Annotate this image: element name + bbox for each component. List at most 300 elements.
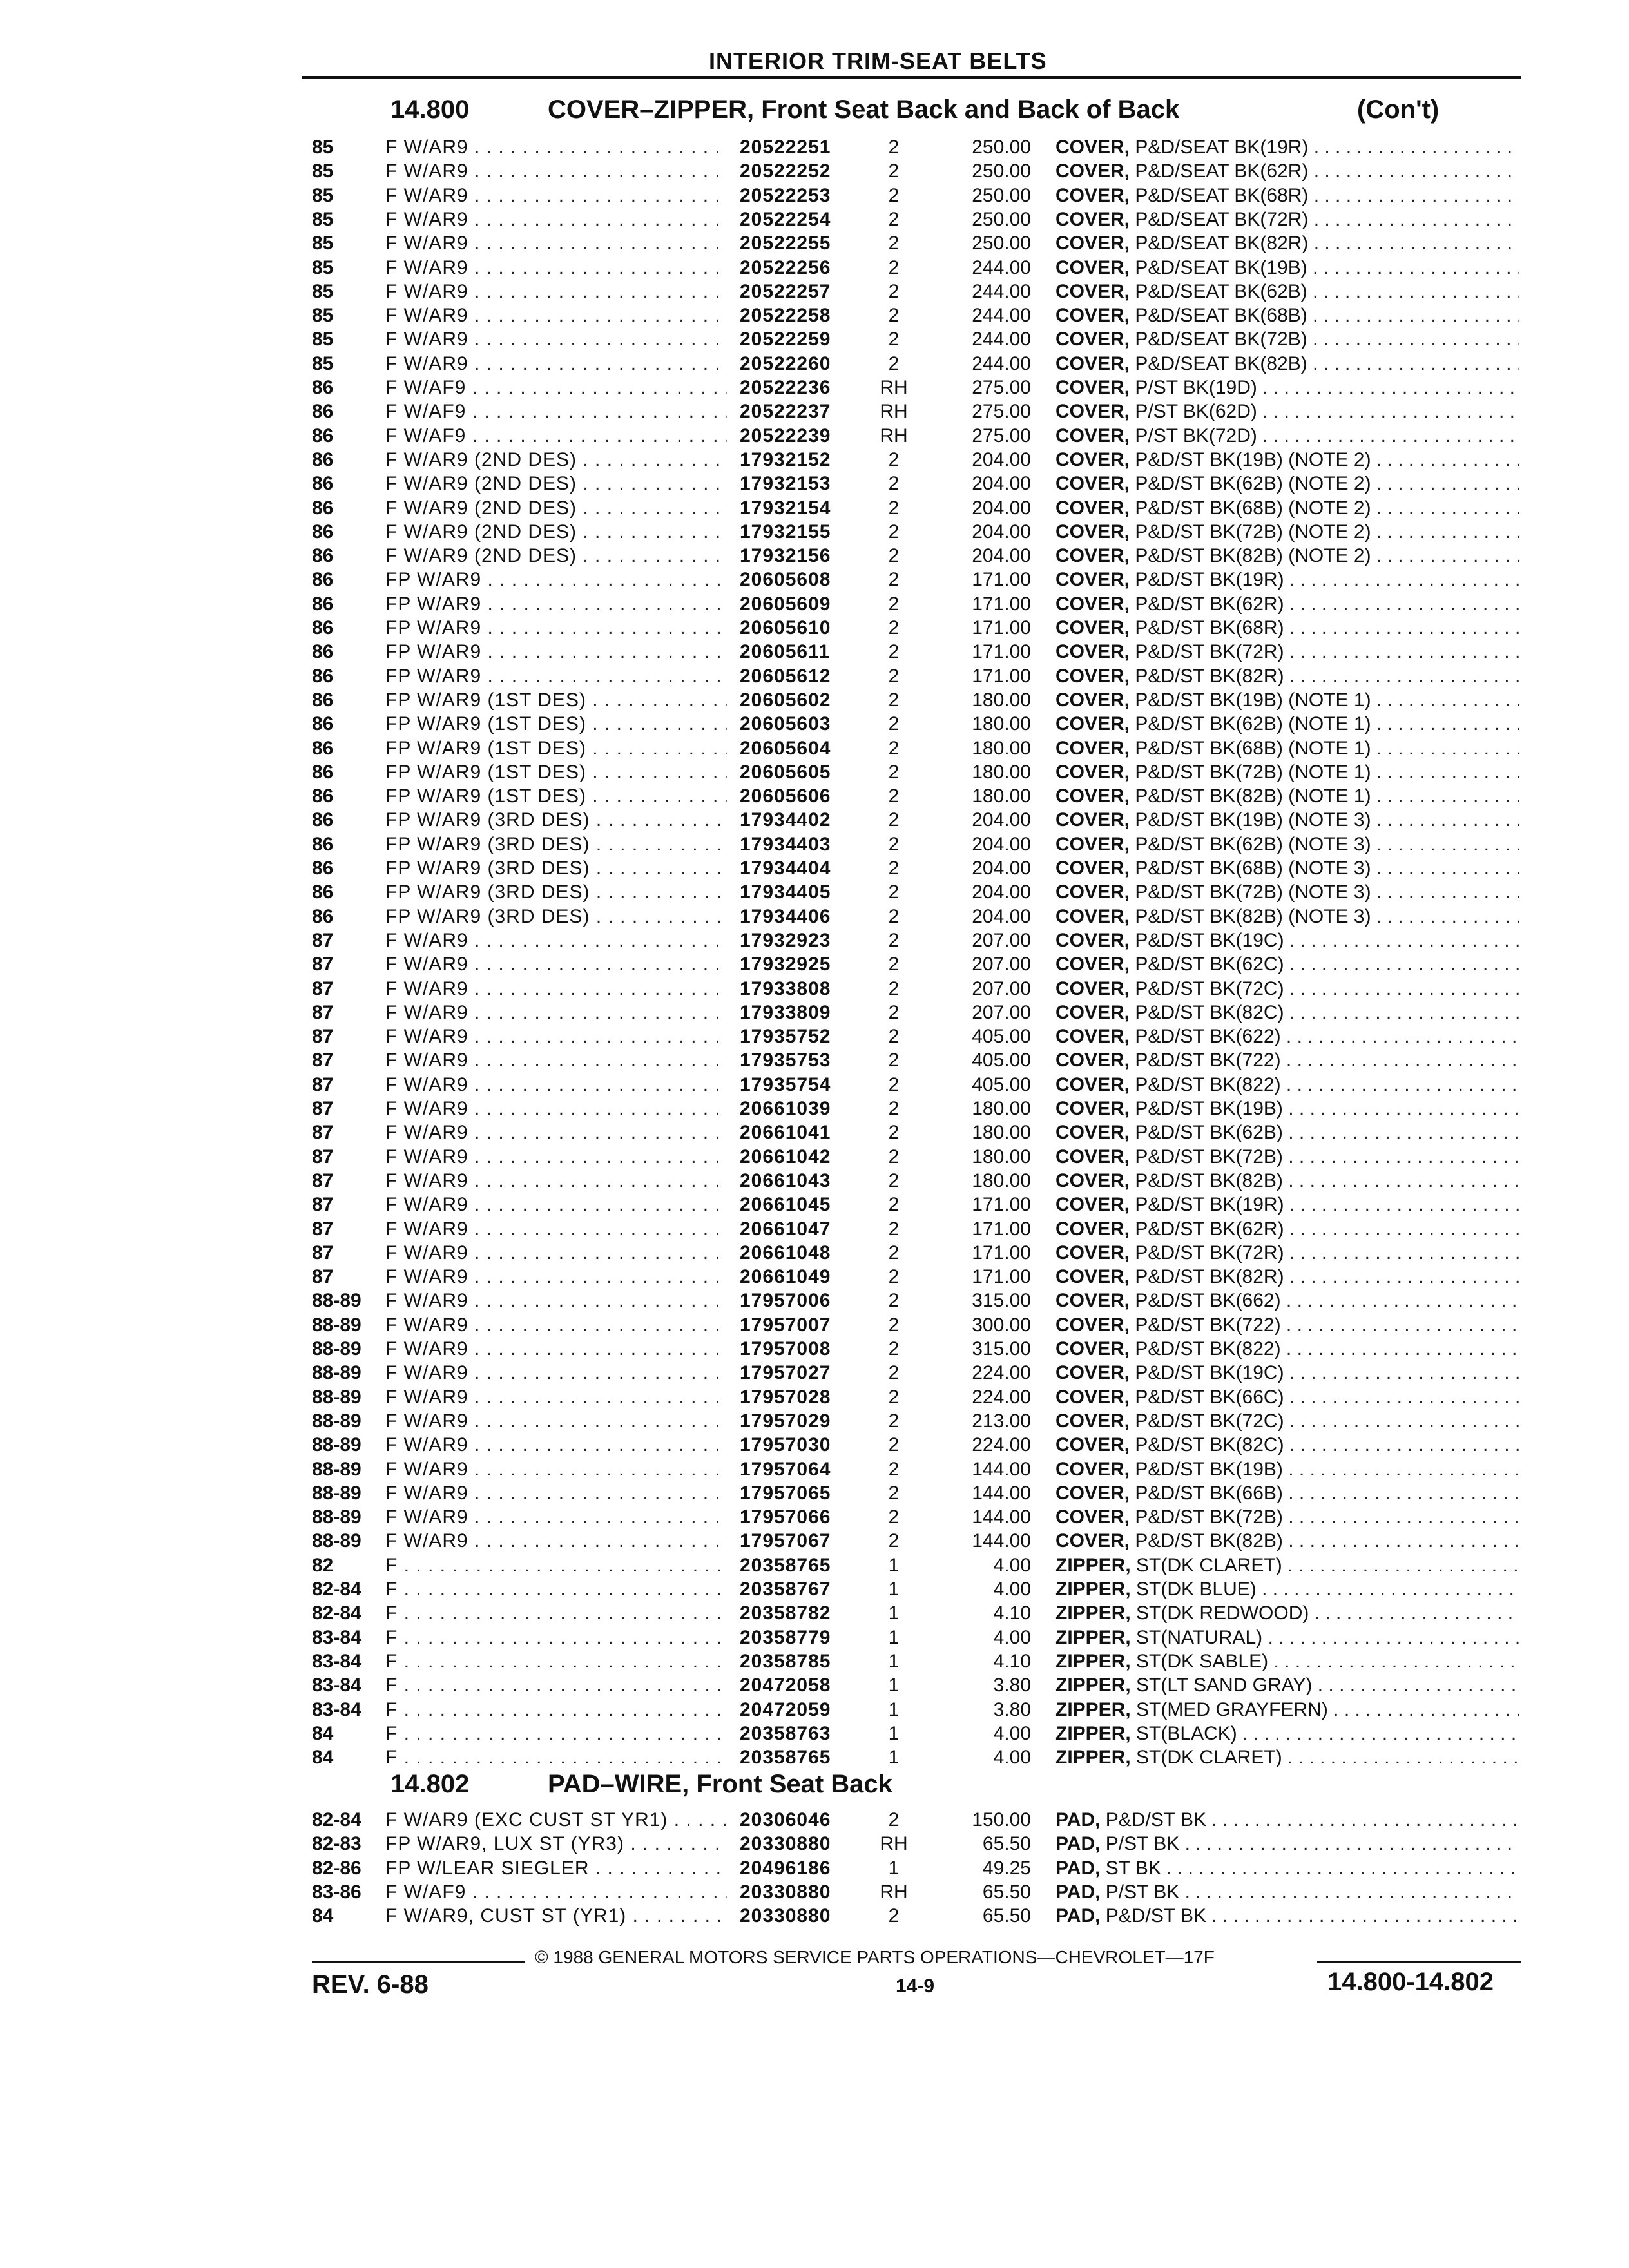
- part-number: 20661042: [740, 1146, 831, 1168]
- price: 204.00: [972, 905, 1031, 927]
- description: [1055, 1073, 1519, 1097]
- table-row: [0, 1409, 1629, 1433]
- application: F W/AR9 . . .: [385, 327, 727, 351]
- application: F W/AR9 . . .: [385, 928, 727, 952]
- table-row: [0, 1745, 1629, 1769]
- page-title: INTERIOR TRIM-SEAT BELTS: [709, 48, 1047, 74]
- description-text: P&D/ST BK(82B): [1135, 1169, 1283, 1191]
- application: F W/AR9 . . .: [385, 1241, 727, 1265]
- description-text: P&D/SEAT BK(68R): [1135, 184, 1309, 206]
- table-row: [0, 640, 1629, 664]
- description: [1055, 1904, 1519, 1928]
- description-text: P&D/ST BK(62B) (NOTE 2): [1135, 473, 1371, 495]
- model-year: 87: [312, 1194, 334, 1216]
- part-number: 20358763: [740, 1722, 831, 1744]
- model-year: 83-84: [312, 1650, 361, 1672]
- description: [1055, 1361, 1519, 1385]
- description-keyword: COVER,: [1055, 689, 1130, 711]
- application: F W/AR9 . . .: [385, 207, 727, 231]
- description: [1055, 1289, 1519, 1312]
- price: 49.25: [982, 1857, 1031, 1879]
- quantity: RH: [880, 1833, 908, 1855]
- model-year: 88-89: [312, 1506, 361, 1528]
- description-text: P&D/ST BK(19B) (NOTE 2): [1135, 448, 1371, 470]
- part-number: 20605608: [740, 569, 831, 591]
- part-number: 17935754: [740, 1073, 831, 1095]
- description-keyword: COVER,: [1055, 1338, 1130, 1360]
- table-row: [0, 712, 1629, 736]
- table-row: [0, 448, 1629, 472]
- part-number: 20358782: [740, 1602, 831, 1624]
- model-year: 88-89: [312, 1482, 361, 1504]
- table-row: [0, 184, 1629, 207]
- price: 3.80: [993, 1675, 1031, 1696]
- description: [1055, 640, 1519, 664]
- description-keyword: ZIPPER,: [1055, 1626, 1131, 1648]
- part-number: 17957008: [740, 1338, 831, 1360]
- application: F W/AR9 . . .: [385, 159, 727, 183]
- description-text: P&D/ST BK(622): [1135, 1026, 1281, 1048]
- part-number: 20358785: [740, 1650, 831, 1672]
- description-keyword: COVER,: [1055, 1218, 1130, 1240]
- application: FP W/AR9 (3RD DES) . . .: [385, 808, 727, 832]
- application: F . . .: [385, 1649, 727, 1673]
- description-text: ST(DK SABLE): [1136, 1650, 1269, 1672]
- table-row: [0, 207, 1629, 231]
- description-keyword: PAD,: [1055, 1905, 1101, 1927]
- price: 300.00: [972, 1314, 1031, 1336]
- section-continued: (Con't): [1357, 95, 1440, 124]
- description: [1055, 1808, 1519, 1832]
- part-number: 20605606: [740, 785, 831, 807]
- table-row: [0, 1097, 1629, 1120]
- quantity: 2: [888, 737, 900, 759]
- quantity: 2: [888, 256, 900, 278]
- application: F W/AR9 . . .: [385, 1048, 727, 1072]
- part-number: 20472058: [740, 1675, 831, 1696]
- part-number: 20496186: [740, 1857, 831, 1879]
- price: 244.00: [972, 256, 1031, 278]
- description: [1055, 184, 1519, 207]
- description: [1055, 1601, 1519, 1625]
- part-number: 20605604: [740, 737, 831, 759]
- price: 250.00: [972, 233, 1031, 255]
- model-year: 84: [312, 1722, 334, 1744]
- description-text: P&D/ST BK(19B) (NOTE 1): [1135, 689, 1371, 711]
- price: 204.00: [972, 809, 1031, 831]
- description-text: P&D/ST BK: [1105, 1905, 1206, 1927]
- footer-revision: REV. 6-88: [312, 1970, 429, 1999]
- application: F W/AR9 . . .: [385, 256, 727, 280]
- quantity: 2: [888, 160, 900, 182]
- description-text: P&D/SEAT BK(19B): [1135, 256, 1307, 278]
- part-number: 20306046: [740, 1809, 831, 1831]
- quantity: 2: [888, 785, 900, 807]
- description: [1055, 1553, 1519, 1577]
- part-number: 20330880: [740, 1833, 831, 1855]
- description-text: P&D/ST BK(662): [1135, 1290, 1281, 1312]
- quantity: 2: [888, 641, 900, 663]
- quantity: 2: [888, 858, 900, 879]
- quantity: 2: [888, 497, 900, 519]
- model-year: 87: [312, 1098, 334, 1119]
- application: F W/AF9 . . .: [385, 376, 727, 399]
- model-year: 86: [312, 641, 334, 663]
- description-keyword: COVER,: [1055, 1073, 1130, 1095]
- model-year: 82-84: [312, 1602, 361, 1624]
- description: [1055, 1626, 1519, 1649]
- part-number: 17935753: [740, 1050, 831, 1072]
- table-row: [0, 1193, 1629, 1216]
- part-number: 17933808: [740, 977, 831, 999]
- model-year: 85: [312, 137, 334, 158]
- description-keyword: COVER,: [1055, 977, 1130, 999]
- model-year: 85: [312, 208, 334, 230]
- model-year: 86: [312, 545, 334, 567]
- table-row: [0, 977, 1629, 1001]
- description: [1055, 1745, 1519, 1769]
- description: [1055, 616, 1519, 640]
- quantity: 2: [888, 352, 900, 374]
- quantity: RH: [880, 401, 908, 423]
- table-row: [0, 520, 1629, 544]
- description-keyword: COVER,: [1055, 1458, 1130, 1480]
- description-keyword: COVER,: [1055, 905, 1130, 927]
- table-row: [0, 1073, 1629, 1097]
- section-number: 14.802: [390, 1770, 470, 1798]
- quantity: 1: [888, 1579, 900, 1600]
- quantity: 2: [888, 665, 900, 687]
- quantity: 1: [888, 1747, 900, 1769]
- table-row: [0, 1904, 1629, 1928]
- description-keyword: COVER,: [1055, 1098, 1130, 1119]
- quantity: 2: [888, 1242, 900, 1264]
- model-year: 85: [312, 160, 334, 182]
- part-number: 17957007: [740, 1314, 831, 1336]
- application: F . . .: [385, 1577, 727, 1601]
- quantity: 2: [888, 593, 900, 615]
- description-text: P&D/ST BK(72B) (NOTE 2): [1135, 521, 1371, 543]
- model-year: 82-86: [312, 1857, 361, 1879]
- quantity: 1: [888, 1857, 900, 1879]
- price: 207.00: [972, 929, 1031, 951]
- table-row: [0, 1289, 1629, 1312]
- price: 65.50: [982, 1881, 1031, 1903]
- description-keyword: COVER,: [1055, 1266, 1130, 1288]
- description-text: P&D/ST BK(62B) (NOTE 1): [1135, 713, 1371, 735]
- description-text: P/ST BK(72D): [1135, 425, 1257, 447]
- quantity: 2: [888, 1194, 900, 1216]
- header-rule: [302, 76, 1521, 79]
- description: [1055, 280, 1519, 303]
- model-year: 86: [312, 473, 334, 495]
- description-keyword: COVER,: [1055, 425, 1130, 447]
- price: 204.00: [972, 448, 1031, 470]
- table-row: [0, 1337, 1629, 1361]
- model-year: 86: [312, 689, 334, 711]
- price: 144.00: [972, 1506, 1031, 1528]
- description-keyword: COVER,: [1055, 858, 1130, 879]
- table-row: [0, 928, 1629, 952]
- application: F W/AR9 . . .: [385, 1505, 727, 1529]
- description: [1055, 760, 1519, 784]
- description-keyword: COVER,: [1055, 233, 1130, 255]
- description: [1055, 736, 1519, 760]
- application: F W/AR9 . . .: [385, 1409, 727, 1433]
- description: [1055, 376, 1519, 399]
- description: [1055, 1577, 1519, 1601]
- price: 144.00: [972, 1530, 1031, 1552]
- model-year: 82-83: [312, 1833, 361, 1855]
- quantity: 2: [888, 954, 900, 975]
- description-text: ST BK: [1105, 1857, 1161, 1879]
- part-number: 20661048: [740, 1242, 831, 1264]
- table-row: [0, 472, 1629, 495]
- model-year: 85: [312, 233, 334, 255]
- price: 180.00: [972, 785, 1031, 807]
- part-number: 20522254: [740, 208, 831, 230]
- part-number: 20522239: [740, 425, 831, 447]
- description: [1055, 207, 1519, 231]
- description-text: P&D/ST BK(72B) (NOTE 1): [1135, 761, 1371, 783]
- description-text: P&D/ST BK(19C): [1135, 1362, 1284, 1384]
- quantity: 2: [888, 280, 900, 302]
- application: FP W/AR9 (3RD DES) . . .: [385, 905, 727, 928]
- table-row: [0, 1722, 1629, 1745]
- application: F W/AR9 (EXC CUST ST YR1) . . .: [385, 1808, 727, 1832]
- description: [1055, 1673, 1519, 1697]
- table-row: [0, 544, 1629, 568]
- description-keyword: COVER,: [1055, 1194, 1130, 1216]
- application: F W/AR9 . . .: [385, 1385, 727, 1409]
- application: F W/AF9 . . .: [385, 399, 727, 423]
- application: F W/AR9 . . .: [385, 1073, 727, 1097]
- part-number: 20330880: [740, 1881, 831, 1903]
- application: FP W/AR9, LUX ST (YR3) . . .: [385, 1832, 727, 1856]
- description-text: P&D/ST BK(72B) (NOTE 3): [1135, 881, 1371, 903]
- quantity: 2: [888, 1905, 900, 1927]
- model-year: 86: [312, 713, 334, 735]
- price: 4.00: [993, 1722, 1031, 1744]
- quantity: 2: [888, 521, 900, 543]
- part-number: 20605611: [740, 641, 830, 663]
- price: 204.00: [972, 545, 1031, 567]
- description-text: P&D/ST BK(68R): [1135, 617, 1284, 639]
- model-year: 87: [312, 1218, 334, 1240]
- quantity: 2: [888, 689, 900, 711]
- model-year: 86: [312, 569, 334, 591]
- price: 65.50: [982, 1833, 1031, 1855]
- quantity: 2: [888, 473, 900, 495]
- table-row: [0, 1673, 1629, 1697]
- application: F W/AR9 . . .: [385, 1193, 727, 1216]
- model-year: 85: [312, 305, 334, 327]
- price: 275.00: [972, 425, 1031, 447]
- description-keyword: COVER,: [1055, 1434, 1130, 1456]
- description: [1055, 1024, 1519, 1048]
- application: F W/AR9 . . .: [385, 1481, 727, 1505]
- description-keyword: PAD,: [1055, 1857, 1101, 1879]
- table-row: [0, 616, 1629, 640]
- table-row: [0, 1553, 1629, 1577]
- part-number: 20661045: [740, 1194, 831, 1216]
- section-description: PAD–WIRE, Front Seat Back: [548, 1770, 892, 1798]
- description-keyword: COVER,: [1055, 1386, 1130, 1408]
- model-year: 86: [312, 761, 334, 783]
- table-row: [0, 424, 1629, 448]
- model-year: 88-89: [312, 1434, 361, 1456]
- part-number: 17934402: [740, 809, 831, 831]
- model-year: 86: [312, 785, 334, 807]
- quantity: RH: [880, 1881, 908, 1903]
- quantity: 2: [888, 1266, 900, 1288]
- price: 4.00: [993, 1626, 1031, 1648]
- price: 180.00: [972, 1122, 1031, 1144]
- description-text: P&D/ST BK(68B) (NOTE 3): [1135, 858, 1371, 879]
- table-row: [0, 760, 1629, 784]
- price: 171.00: [972, 569, 1031, 591]
- description: [1055, 1097, 1519, 1120]
- model-year: 86: [312, 377, 334, 398]
- model-year: 86: [312, 448, 334, 470]
- part-number: 20605602: [740, 689, 831, 711]
- application: FP W/AR9 (1ST DES) . . .: [385, 760, 727, 784]
- price: 315.00: [972, 1290, 1031, 1312]
- description: [1055, 1265, 1519, 1289]
- table-row: [0, 280, 1629, 303]
- description: [1055, 977, 1519, 1001]
- description-text: P&D/SEAT BK(82B): [1135, 352, 1307, 374]
- description-keyword: COVER,: [1055, 160, 1130, 182]
- part-number: 17957067: [740, 1530, 831, 1552]
- description-keyword: ZIPPER,: [1055, 1698, 1131, 1720]
- application: F W/AR9 . . .: [385, 303, 727, 327]
- quantity: 2: [888, 809, 900, 831]
- price: 244.00: [972, 280, 1031, 302]
- model-year: 86: [312, 905, 334, 927]
- description-text: P&D/ST BK(19B): [1135, 1458, 1283, 1480]
- quantity: 2: [888, 329, 900, 351]
- description-text: P/ST BK: [1105, 1833, 1180, 1855]
- description-text: P&D/ST BK(66C): [1135, 1386, 1284, 1408]
- description-keyword: COVER,: [1055, 785, 1130, 807]
- application: F W/AR9 . . .: [385, 1433, 727, 1457]
- model-year: 86: [312, 833, 334, 855]
- application: F W/AR9 . . .: [385, 231, 727, 255]
- price: 224.00: [972, 1386, 1031, 1408]
- price: 4.10: [993, 1602, 1031, 1624]
- price: 224.00: [972, 1362, 1031, 1384]
- table-row: [0, 688, 1629, 712]
- table-row: [0, 1601, 1629, 1625]
- description: [1055, 1880, 1519, 1904]
- description: [1055, 784, 1519, 808]
- quantity: 1: [888, 1626, 900, 1648]
- part-number: 20605603: [740, 713, 831, 735]
- quantity: 2: [888, 1458, 900, 1480]
- description-text: P&D/ST BK(72R): [1135, 641, 1284, 663]
- table-row: [0, 1808, 1629, 1832]
- quantity: 1: [888, 1554, 900, 1576]
- table-row: [0, 592, 1629, 616]
- price: 204.00: [972, 881, 1031, 903]
- price: 180.00: [972, 1098, 1031, 1119]
- quantity: 1: [888, 1602, 900, 1624]
- model-year: 82: [312, 1554, 334, 1576]
- footer-rule-right: [1317, 1961, 1521, 1963]
- description-text: P&D/SEAT BK(62R): [1135, 160, 1309, 182]
- description-text: P&D/ST BK(68B) (NOTE 2): [1135, 497, 1371, 519]
- model-year: 85: [312, 256, 334, 278]
- description-text: P&D/ST BK(62B): [1135, 1122, 1283, 1144]
- description-keyword: COVER,: [1055, 352, 1130, 374]
- application: F W/AR9 . . .: [385, 952, 727, 976]
- application: F W/AR9, CUST ST (YR1) . . .: [385, 1904, 727, 1928]
- price: 171.00: [972, 641, 1031, 663]
- application: F W/AR9 . . .: [385, 135, 727, 159]
- model-year: 88-89: [312, 1314, 361, 1336]
- description-text: P&D/ST BK(82R): [1135, 1266, 1284, 1288]
- description-text: P&D/ST BK(68B) (NOTE 1): [1135, 737, 1371, 759]
- part-number: 20522260: [740, 352, 831, 374]
- description-keyword: COVER,: [1055, 1290, 1130, 1312]
- quantity: 2: [888, 1218, 900, 1240]
- price: 244.00: [972, 305, 1031, 327]
- description-keyword: COVER,: [1055, 1146, 1130, 1168]
- price: 204.00: [972, 833, 1031, 855]
- application: F W/AF9 . . .: [385, 424, 727, 448]
- description-keyword: COVER,: [1055, 497, 1130, 519]
- table-row: [0, 905, 1629, 928]
- application: FP W/AR9 . . .: [385, 592, 727, 616]
- description-keyword: COVER,: [1055, 761, 1130, 783]
- description-text: ST(LT SAND GRAY): [1136, 1675, 1313, 1696]
- quantity: 2: [888, 833, 900, 855]
- part-number: 17934403: [740, 833, 831, 855]
- price: 204.00: [972, 497, 1031, 519]
- model-year: 87: [312, 1146, 334, 1168]
- description-keyword: ZIPPER,: [1055, 1747, 1131, 1769]
- description: [1055, 303, 1519, 327]
- part-number: 17932923: [740, 929, 831, 951]
- price: 275.00: [972, 377, 1031, 398]
- description-text: P&D/ST BK(722): [1135, 1314, 1281, 1336]
- table-row: [0, 1385, 1629, 1409]
- part-number: 20522257: [740, 280, 831, 302]
- description-text: P&D/SEAT BK(82R): [1135, 233, 1309, 255]
- description: [1055, 1529, 1519, 1553]
- model-year: 87: [312, 1073, 334, 1095]
- description: [1055, 1048, 1519, 1072]
- description: [1055, 1856, 1519, 1880]
- description-keyword: COVER,: [1055, 1530, 1130, 1552]
- description: [1055, 808, 1519, 832]
- model-year: 88-89: [312, 1410, 361, 1432]
- application: F W/AR9 . . .: [385, 1265, 727, 1289]
- part-number: 17957027: [740, 1362, 831, 1384]
- price: 250.00: [972, 184, 1031, 206]
- description-keyword: COVER,: [1055, 929, 1130, 951]
- table-row: [0, 1698, 1629, 1722]
- price: 224.00: [972, 1434, 1031, 1456]
- price: 171.00: [972, 1242, 1031, 1264]
- price: 144.00: [972, 1458, 1031, 1480]
- description-keyword: COVER,: [1055, 329, 1130, 351]
- description: [1055, 905, 1519, 928]
- table-row: [0, 1649, 1629, 1673]
- quantity: 2: [888, 1169, 900, 1191]
- price: 171.00: [972, 1194, 1031, 1216]
